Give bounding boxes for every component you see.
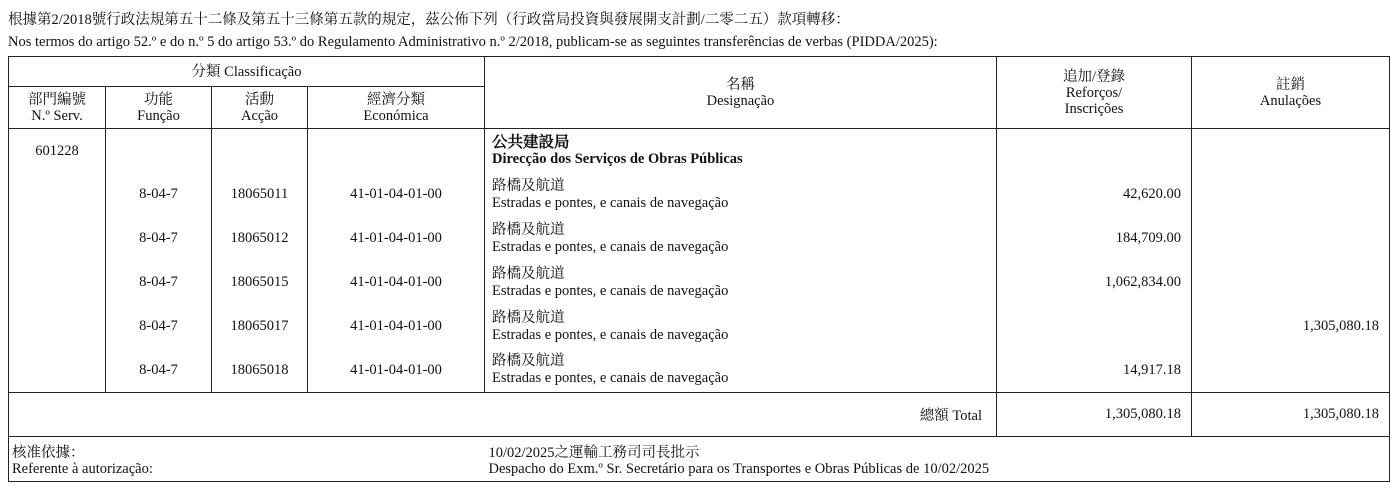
table-row: [9, 349, 1390, 393]
empty-cell: [106, 129, 212, 173]
total-row: [9, 393, 1390, 437]
entity-row: [9, 129, 1390, 173]
row-function: 8-04-7: [106, 173, 212, 217]
row-designation: [485, 349, 997, 393]
economic-header-pt: Económica: [363, 107, 429, 124]
entity-name: [485, 129, 997, 173]
row-designation: [485, 305, 997, 349]
reinforcements-header-zh: 追加/登錄: [1062, 68, 1126, 85]
annulments-header: [1192, 57, 1390, 129]
row-designation: [485, 173, 997, 217]
empty-cell: [9, 173, 106, 217]
reinforcements-header-pt2: Inscrições: [1064, 100, 1124, 117]
row-action: 18065015: [212, 261, 308, 305]
row-function: 8-04-7: [106, 217, 212, 261]
entity-name-zh: 公共建設局: [492, 134, 570, 151]
row-action: 18065012: [212, 217, 308, 261]
action-header-zh: 活動: [245, 91, 274, 108]
empty-cell: [9, 261, 106, 305]
function-header-pt: Função: [137, 107, 180, 124]
row-economic: 41-01-04-01-00: [308, 349, 485, 393]
row-designation-zh: 路橋及航道: [492, 177, 565, 194]
service-number-header-zh: 部門編號: [28, 91, 86, 108]
service-number-header-pt: N.º Serv.: [31, 107, 83, 124]
empty-cell: [9, 349, 106, 393]
total-reinforcements: 1,305,080.18: [997, 393, 1192, 437]
table-row: [9, 305, 1390, 349]
row-annulment: [1192, 349, 1390, 393]
function-header: [106, 87, 212, 129]
annulments-header-pt: Anulações: [1259, 92, 1322, 109]
row-designation-zh: 路橋及航道: [492, 353, 565, 370]
row-designation: [485, 261, 997, 305]
service-number-header: [9, 87, 106, 129]
row-reinforcement: 1,062,834.00: [997, 261, 1192, 305]
row-designation-pt: Estradas e pontes, e canais de navegação: [492, 370, 729, 387]
designation-header-zh: 名稱: [726, 76, 755, 93]
row-designation: [485, 217, 997, 261]
row-designation-zh: 路橋及航道: [492, 309, 565, 326]
row-function: 8-04-7: [106, 305, 212, 349]
row-economic: 41-01-04-01-00: [308, 173, 485, 217]
authorization-table: [8, 436, 1390, 482]
row-reinforcement: 184,709.00: [997, 217, 1192, 261]
empty-cell: [9, 217, 106, 261]
economic-header: [308, 87, 485, 129]
table-row: [9, 217, 1390, 261]
row-designation-pt: Estradas e pontes, e canais de navegação: [492, 238, 729, 255]
row-annulment: [1192, 261, 1390, 305]
authorization-value-pt: Despacho do Exm.º Sr. Secretário para os Transportes e Obras Públicas de 10/02/2025: [488, 461, 990, 477]
action-header-pt: Acção: [240, 107, 279, 124]
row-action: 18065017: [212, 305, 308, 349]
empty-cell: [1192, 129, 1390, 173]
row-designation-pt: Estradas e pontes, e canais de navegação: [492, 194, 729, 211]
authorization-label: [9, 437, 489, 482]
classification-header: 分類 Classificação: [9, 57, 485, 87]
entity-name-pt: Direcção dos Serviços de Obras Públicas: [492, 151, 743, 167]
row-function: 8-04-7: [106, 261, 212, 305]
empty-cell: [9, 305, 106, 349]
authorization-value-zh: 10/02/2025之運輸工務司司長批示: [488, 445, 700, 461]
row-designation-zh: 路橋及航道: [492, 265, 565, 282]
authorization-value: [489, 437, 1390, 482]
row-designation-pt: Estradas e pontes, e canais de navegação: [492, 326, 729, 343]
row-action: 18065018: [212, 349, 308, 393]
economic-header-zh: 經濟分類: [367, 91, 425, 108]
reinforcements-header: [997, 57, 1192, 129]
transfer-table: [8, 56, 1390, 437]
total-label: 總額 Total: [9, 393, 997, 437]
table-row: [9, 261, 1390, 305]
annulments-header-zh: 註銷: [1276, 76, 1305, 93]
row-annulment: 1,305,080.18: [1192, 305, 1390, 349]
authorization-label-zh: 核准依據：: [12, 445, 85, 461]
function-header-zh: 功能: [144, 91, 173, 108]
intro-portuguese: Nos termos do artigo 52.º e do n.º 5 do artigo 53.º do Regulamento Administrativo n.º 2/2018, publicam-se as seguintes transferências de verbas (PIDDA/2025):: [8, 34, 938, 50]
authorization-label-pt: Referente à autorização:: [12, 461, 153, 477]
table-row: [9, 173, 1390, 217]
empty-cell: [212, 129, 308, 173]
row-economic: 41-01-04-01-00: [308, 261, 485, 305]
total-annulments: 1,305,080.18: [1192, 393, 1390, 437]
row-annulment: [1192, 217, 1390, 261]
row-reinforcement: [997, 305, 1192, 349]
designation-header-pt: Designação: [706, 92, 775, 109]
row-annulment: [1192, 173, 1390, 217]
empty-cell: [997, 129, 1192, 173]
row-function: 8-04-7: [106, 349, 212, 393]
intro-chinese: 根據第2/2018號行政法規第五十二條及第五十三條第五款的規定，茲公佈下列（行政當局投資與發展開支計劃/二零二五）款項轉移：: [8, 12, 850, 28]
empty-cell: [308, 129, 485, 173]
row-action: 18065011: [212, 173, 308, 217]
row-designation-pt: Estradas e pontes, e canais de navegação: [492, 282, 729, 299]
entity-service-number: 601228: [9, 129, 106, 173]
reinforcements-header-pt1: Reforços/: [1065, 84, 1123, 101]
action-header: [212, 87, 308, 129]
row-economic: 41-01-04-01-00: [308, 305, 485, 349]
row-designation-zh: 路橋及航道: [492, 221, 565, 238]
row-reinforcement: 42,620.00: [997, 173, 1192, 217]
designation-header: [485, 57, 997, 129]
row-economic: 41-01-04-01-00: [308, 217, 485, 261]
row-reinforcement: 14,917.18: [997, 349, 1192, 393]
